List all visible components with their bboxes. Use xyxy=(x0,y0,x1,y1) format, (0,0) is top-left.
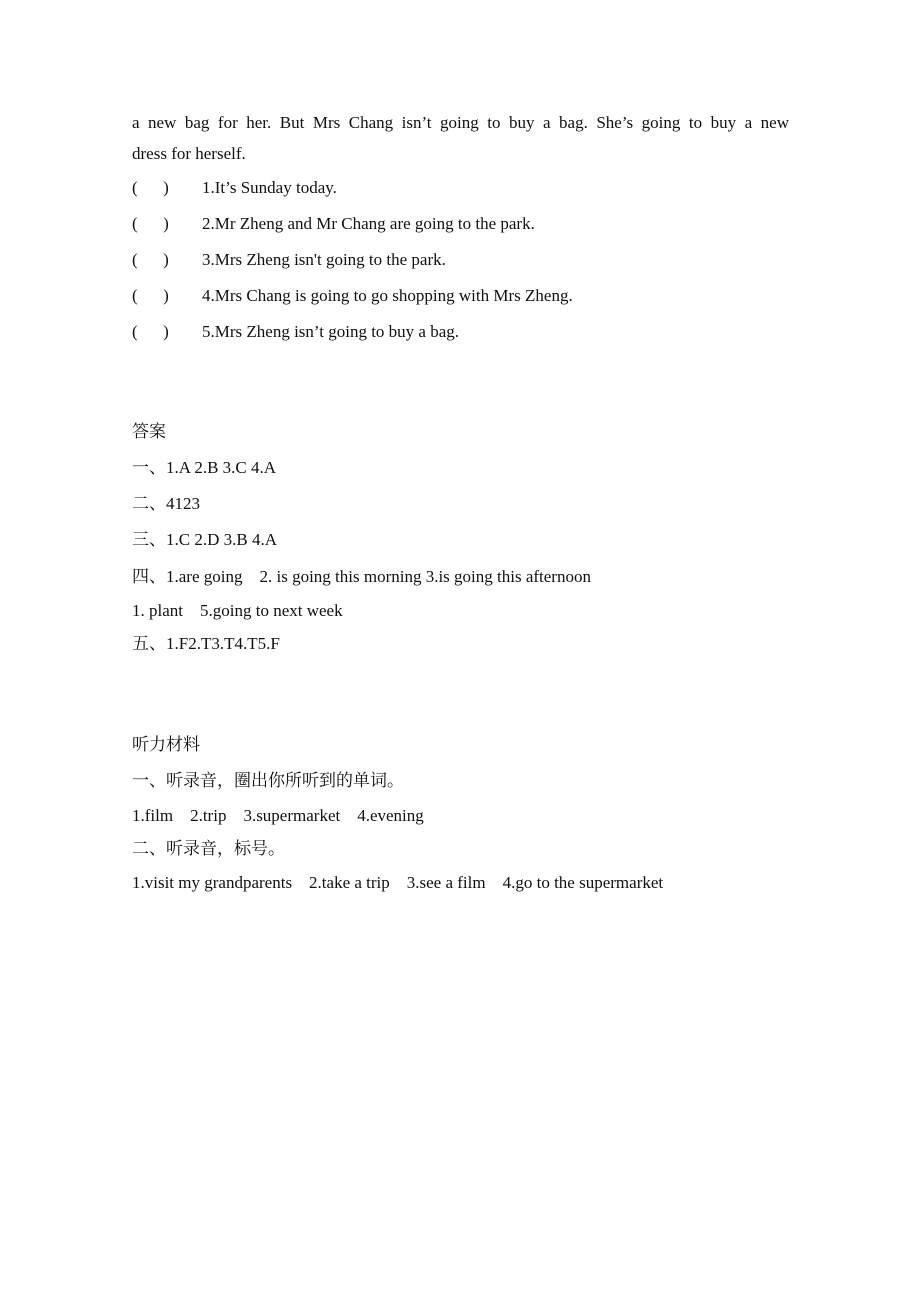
tf-item xyxy=(132,320,459,344)
listening-line: 1.visit my grandparents 2.take a trip 3.see a film 4.go to the supermarket xyxy=(132,873,664,892)
tf-item xyxy=(132,284,573,308)
tf-item-text: 4.Mrs Chang is going to go shopping with Mrs Zheng. xyxy=(202,286,573,305)
answer-line: 五、1.F2.T3.T4.T5.F xyxy=(132,634,280,653)
listening-line: 一、听录音，圈出你所听到的单词。 xyxy=(132,771,404,790)
tf-item-text: 3.Mrs Zheng isn't going to the park. xyxy=(202,250,446,269)
listening-line: 二、听录音，标号。 xyxy=(132,839,285,858)
listening-heading: 听力材料 xyxy=(132,735,200,754)
passage-line-1: a new bag for her. But Mrs Chang isn’t going to buy a bag. She’s going to buy a new xyxy=(132,113,789,132)
listening-line: 1.film 2.trip 3.supermarket 4.evening xyxy=(132,806,424,825)
answer-line: 1. plant 5.going to next week xyxy=(132,601,343,620)
tf-item xyxy=(132,176,337,200)
answer-line: 二、4123 xyxy=(132,494,200,513)
answer-line: 一、1.A 2.B 3.C 4.A xyxy=(132,458,277,477)
answer-blank: ( ) xyxy=(132,286,169,305)
passage-line-2: dress for herself. xyxy=(132,144,246,163)
answer-blank: ( ) xyxy=(132,250,169,269)
tf-item xyxy=(132,248,446,272)
tf-item-text: 1.It’s Sunday today. xyxy=(202,178,337,197)
answer-line: 三、1.C 2.D 3.B 4.A xyxy=(132,530,277,549)
tf-item-text: 2.Mr Zheng and Mr Chang are going to the park. xyxy=(202,214,535,233)
answer-blank: ( ) xyxy=(132,214,169,233)
answer-blank: ( ) xyxy=(132,322,169,341)
tf-item-text: 5.Mrs Zheng isn’t going to buy a bag. xyxy=(202,322,460,341)
tf-item xyxy=(132,212,535,236)
answers-heading: 答案 xyxy=(132,422,166,441)
answer-blank: ( ) xyxy=(132,178,169,197)
answer-line: 四、1.are going 2. is going this morning 3.is going this afternoon xyxy=(132,567,591,586)
